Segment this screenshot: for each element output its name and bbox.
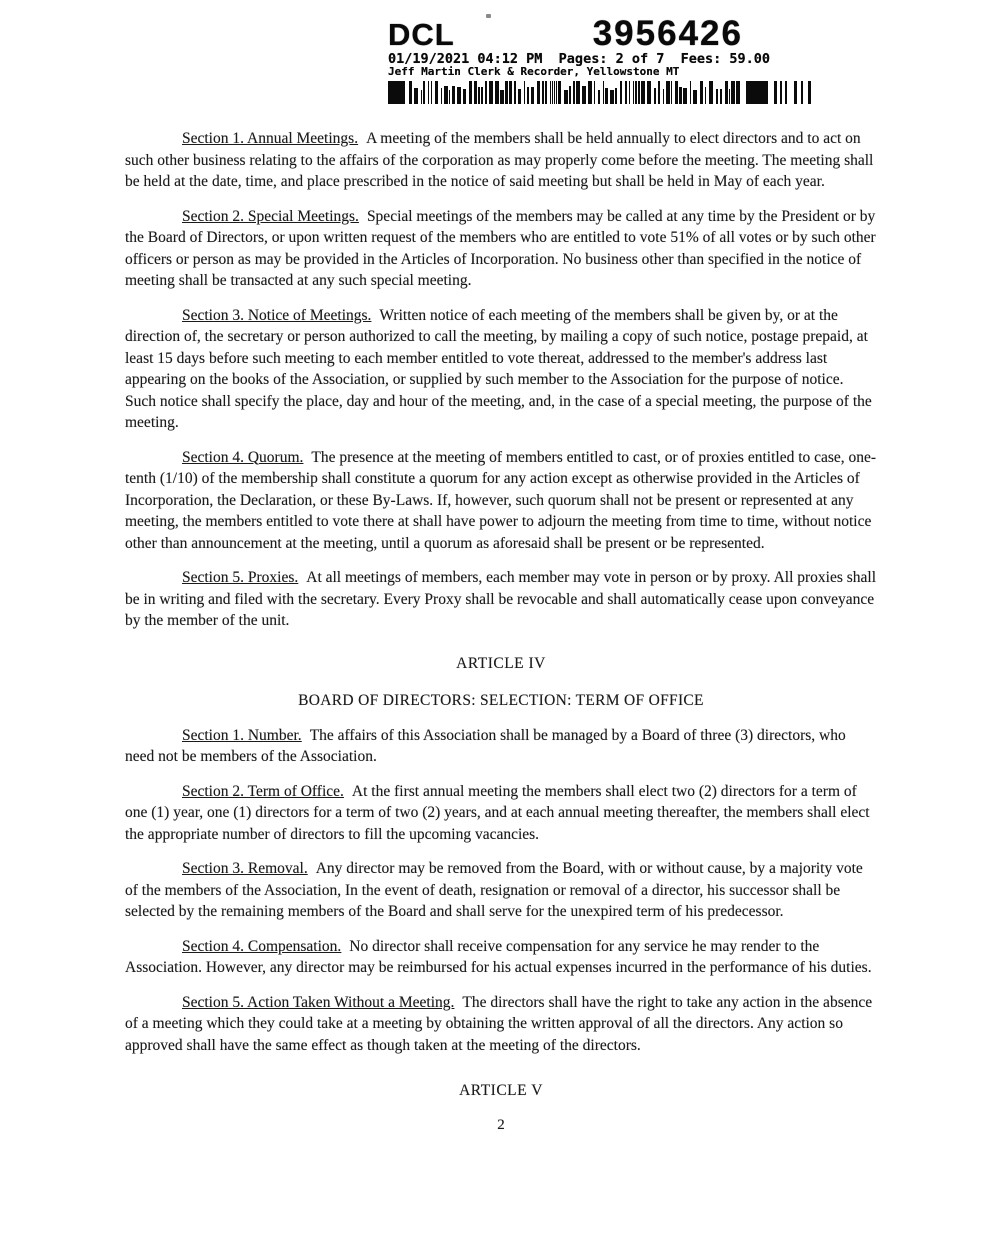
section-heading: Section 4. Quorum.: [182, 448, 304, 466]
section-text: At the first annual meeting the members shall elect two (2) directors for a term of one (1) year, one (1) directors for a term of two (2) years, and at each annual meeting thereafter, the members shall elect the appropriate number of directors to fill the upcoming vacancies.: [125, 782, 870, 843]
paragraph-quorum: [125, 447, 877, 555]
article-iv-title: ARTICLE IV: [456, 654, 546, 672]
paragraph-removal: [125, 858, 877, 923]
paragraph-notice-of-meetings: [125, 305, 877, 434]
paragraph-annual-meetings: [125, 128, 877, 193]
section-heading: Section 5. Action Taken Without a Meeting.: [182, 993, 455, 1011]
section-text: At all meetings of members, each member may vote in person or by proxy. All proxies shall be in writing and filed with the secretary. Every Proxy shall be revocable and shall automatically cease upon conveyance by the member of the unit.: [125, 569, 877, 629]
paragraph-term-of-office: [125, 781, 877, 846]
article-v-title: ARTICLE V: [459, 1082, 543, 1099]
paragraph-proxies: [125, 567, 877, 632]
section-text: A meeting of the members shall be held annually to elect directors and to act on such other business relating to the affairs of the corporation as may properly come before the meeting. The meeting shall be held at the date, time, and place prescribed in the notice of said meeting but shall be held in May of each year.: [125, 130, 874, 190]
section-heading: Section 4. Compensation.: [182, 937, 342, 955]
paragraph-number: [125, 725, 877, 768]
section-text: The presence at the meeting of members entitled to cast, or of proxies entitled to case, one-tenth (1/10) of the membership shall constitute a quorum for any action except as otherwise provided in the Articles of Incorporation, the Declaration, or these By-Laws. If, however, such quorum shall not be present or represented at any meeting, the members entitled to vote there at shall have power to adjourn the meeting from time to time, without notice other than announcement at the meeting, until a quorum as aforesaid shall be present or be represented.: [125, 448, 877, 552]
document-body: [125, 128, 877, 1136]
stamp-dcl-label: DCL: [388, 17, 455, 52]
section-text: The affairs of this Association shall be managed by a Board of three (3) directors, who need not be members of the Association.: [125, 726, 846, 765]
paragraph-action-without-meeting: [125, 992, 877, 1057]
paragraph-compensation: [125, 936, 877, 979]
section-heading: Section 3. Notice of Meetings.: [182, 306, 372, 324]
page-number: 2: [497, 1116, 505, 1133]
section-text: Any director may be removed from the Board, with or without cause, by a majority vote of the members of the Association, In the event of death, resignation or removal of a director, his successor shall be selected by the remaining members of the Board and shall serve for the unexpired term of his predecessor.: [125, 860, 863, 920]
article-iv-subtitle: BOARD OF DIRECTORS: SELECTION: TERM OF OFFICE: [298, 692, 704, 709]
section-heading: Section 5. Proxies.: [182, 569, 299, 586]
section-text: Written notice of each meeting of the members shall be given by, or at the direction of, the secretary or person authorized to call the meeting, by mailing a copy of such notice, postage prepaid, at least 15 days before such meeting to each member entitled to vote thereat, addressed to the member's address last appearing on the books of the Association, or supplied by such member to the Association for the purpose of notice. Such notice shall specify the place, day and hour of the meeting, and, in the case of a special meeting, the purpose of the meeting.: [125, 306, 872, 431]
section-text: Special meetings of the members may be called at any time by the President or by the Board of Directors, or upon written request of the members who are entitled to vote 51% of all votes or by such other officers or person as may be provided in the Articles of Incorporation. No business other than specified in the notice of meeting shall be transacted at any such special meeting.: [125, 207, 876, 289]
stamp-header-row: [388, 14, 820, 53]
stamp-clerk-line: Jeff Martin Clerk & Recorder, Yellowstone MT: [388, 65, 680, 78]
barcode: [388, 81, 816, 104]
recorder-stamp: [388, 14, 820, 109]
paragraph-special-meetings: [125, 206, 877, 292]
section-heading: Section 2. Term of Office.: [182, 782, 344, 800]
stamp-info-line: 01/19/2021 04:12 PM Pages: 2 of 7 Fees: 59.00: [388, 51, 771, 67]
section-heading: Section 1. Annual Meetings.: [182, 130, 359, 147]
section-heading: Section 3. Removal.: [182, 860, 308, 877]
section-text: No director shall receive compensation for any service he may render to the Association. However, any director may be reimbursed for his actual expenses incurred in the performance of his duties.: [125, 937, 872, 976]
section-heading: Section 2. Special Meetings.: [182, 207, 359, 225]
section-heading: Section 1. Number.: [182, 726, 302, 744]
document-number: 3956426: [592, 14, 743, 53]
section-text: The directors shall have the right to take any action in the absence of a meeting which they could take at a meeting by obtaining the written approval of all the directors. Any action so approved shall have the same effect as though taken at the meeting of the directors.: [125, 993, 873, 1054]
